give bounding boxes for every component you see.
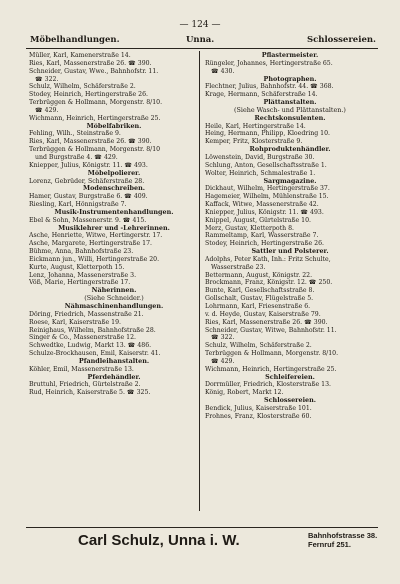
advertisement-footer	[26, 527, 378, 554]
entry-line: Müller, Karl, Kamenerstraße 14.	[29, 52, 131, 59]
entry-line: Heing, Hermann, Philipp, Kloedring 10.	[205, 130, 330, 138]
column-divider	[199, 51, 200, 511]
entry-line: Fehling, Wilh., Steinstraße 9.	[29, 130, 121, 138]
entry-continuation: und Burgstraße 4. ☎ 429.	[35, 153, 118, 161]
section-heading: Modenschreiben.	[83, 185, 145, 193]
entry-line: Ebel & Sohn, Massenerstr. 9. ☎ 415.	[29, 216, 147, 224]
entry-line: Kemper, Fritz, Klosterstraße 9.	[205, 138, 303, 146]
entry-line: Vöß, Marie, Hertingerstraße 17.	[29, 279, 131, 287]
entry-line: Rammeltamp, Karl, Wasserstraße 7.	[205, 232, 319, 240]
entry-line: Merz, Gustav, Kletterpoth 8.	[205, 224, 295, 232]
left-column	[29, 52, 199, 397]
entry-line: Kurte, August, Kletterpoth 15.	[29, 263, 125, 271]
entry-line: Bruttuhl, Friedrich, Gürtelstraße 2.	[29, 381, 141, 389]
cross-reference: (Siehe Schneider.)	[84, 295, 144, 303]
entry-line: Lorenz, Gebrüder, Schäferstraße 28.	[29, 177, 145, 185]
section-heading: Sattler und Polsterer.	[251, 248, 329, 256]
entry-line: König, Robert, Markt 12.	[205, 389, 284, 397]
section-heading: Pflastermeister.	[261, 52, 319, 59]
entry-line: Roese, Karl, Kaiserstraße 19.	[29, 318, 121, 326]
entry-line: Bühme, Anna, Bahnhofstraße 23.	[29, 248, 134, 256]
entry-line: Terbrüggen & Hollmann, Morgenstr. 8/10.	[29, 99, 163, 107]
entry-line: Adolphs, Peter Kath, Inh.: Fritz Schulte,	[205, 255, 331, 263]
advert-contact	[308, 531, 377, 549]
entry-line: Stodey, Heinrich, Hertingerstraße 26.	[205, 240, 324, 248]
entry-line: Riesling, Karl, Hönnigstraße 7.	[29, 201, 127, 209]
entry-line: Ries, Karl, Massenerstraße 26. ☎ 390.	[205, 318, 328, 326]
entry-line: Schulz, Wilhelm, Schäferstraße 2.	[29, 83, 136, 91]
entry-line: Dickhaut, Wilhelm, Hertingerstraße 37.	[205, 185, 330, 193]
running-header	[0, 35, 400, 49]
section-heading: Musiklehrer und -Lehrerinnen.	[58, 224, 170, 232]
header-rule	[26, 48, 378, 49]
entry-line: Terbrüggen & Hollmann, Morgenstr. 8/10	[29, 146, 161, 154]
section-heading: Rohproduktenhändler.	[249, 146, 331, 154]
header-right: Schlossereien.	[306, 35, 376, 45]
entry-line: Bendick, Julius, Kaiserstraße 101.	[205, 404, 312, 412]
entry-continuation: ☎ 322.	[35, 75, 59, 83]
entry-line: Brockmann, Franz, Königstr. 12. ☎ 250.	[205, 279, 333, 287]
entry-line: Singer & Co., Massenerstraße 12.	[29, 334, 137, 342]
entry-line: Flechtner, Julius, Bahnhofstr. 44. ☎ 368.	[205, 83, 334, 91]
entry-line: Knippel, August, Gürtelstraße 10.	[205, 216, 312, 224]
header-center: Unna.	[186, 35, 215, 45]
entry-line: Hagemeier, Wilhelm, Mühlenstraße 15.	[205, 193, 329, 201]
section-heading: Näherinnen.	[91, 287, 137, 295]
entry-line: Heile, Karl, Hertingerstraße 14.	[205, 122, 306, 130]
entry-line: Bunte, Karl, Gesellschaftsstraße 8.	[205, 287, 315, 295]
entry-line: Schlung, Anton, Gesellschaftsstraße 1.	[205, 161, 327, 169]
entry-line: Köhler, Emil, Massenerstraße 13.	[29, 365, 134, 373]
entry-line: Gollschalt, Gustav, Flügelstraße 5.	[205, 295, 314, 303]
entry-line: Stodey, Heinrich, Hertingerstraße 26.	[29, 91, 148, 99]
section-heading: Rechtskonsulenten.	[254, 114, 326, 122]
entry-line: Schulz, Wilhelm, Schäferstraße 2.	[205, 342, 312, 350]
entry-continuation: ☎ 430.	[211, 67, 235, 75]
entry-line: Wichmann, Heinrich, Hertingerstraße 25.	[205, 365, 337, 373]
entry-line: Rüngeler, Johannes, Hertingerstraße 65.	[205, 59, 333, 67]
entry-line: Krage, Hermann, Schäferstraße 14.	[205, 91, 318, 99]
entry-line: Kniepper, Julius, Königstr. 11. ☎ 493.	[205, 208, 324, 216]
advert-phone: Fernruf 251.	[308, 540, 351, 549]
entry-continuation: ☎ 322.	[211, 334, 235, 342]
entry-line: Eickmann jun., Willi, Hertingerstraße 20.	[29, 255, 160, 263]
entry-line: Löwenstein, David, Burgstraße 30.	[205, 153, 315, 161]
entry-line: Ries, Karl, Massenerstraße 26. ☎ 390.	[29, 59, 152, 67]
entry-continuation: Wasserstraße 23.	[211, 263, 266, 271]
entry-line: Wolter, Heinrich, Schmalestraße 1.	[205, 169, 316, 177]
entry-line: Wichmann, Heinrich, Hertingerstraße 25.	[29, 114, 161, 122]
section-heading: Möbelfabriken.	[86, 122, 142, 130]
cross-reference: (Siehe Wasch- und Plättanstalten.)	[234, 106, 346, 114]
entry-line: Lohrmann, Karl, Friesenstraße 6.	[205, 303, 311, 310]
entry-line: Schwedtke, Ludwig, Markt 13. ☎ 486.	[29, 342, 152, 350]
entry-line: Kaffack, Witwe, Massenerstraße 42.	[205, 201, 319, 209]
section-heading: Sargmagazine.	[263, 177, 317, 185]
section-heading: Plättanstalten.	[263, 99, 317, 107]
entry-continuation: ☎ 429.	[211, 357, 235, 365]
entry-line: Reinighaus, Wilhelm, Bahnhofstraße 28.	[29, 326, 156, 334]
page-number: — 124 —	[179, 20, 221, 30]
entry-line: Frohnes, Franz, Klosterstraße 60.	[205, 412, 312, 420]
entry-line: v. d. Heyde, Gustav, Kaiserstraße 79.	[205, 310, 321, 318]
right-column	[205, 52, 375, 421]
section-heading: Möbelpolierer.	[87, 169, 141, 177]
advert-address: Bahnhofstrasse 38.	[308, 531, 378, 540]
entry-line: Lenz, Johanna, Massenerstraße 3.	[29, 271, 137, 279]
entry-line: Ries, Karl, Massenerstraße 26. ☎ 390.	[29, 138, 152, 146]
section-heading: Nähmaschinenhandlungen.	[64, 303, 164, 310]
entry-continuation: ☎ 429.	[35, 106, 59, 114]
section-heading: Photographen.	[263, 75, 317, 83]
header-left: Möbelhandlungen.	[30, 35, 120, 45]
entry-line: Bettermann, August, Königstr. 22.	[205, 271, 313, 279]
entry-line: Dorrmüller, Friedrich, Klosterstraße 13.	[205, 381, 331, 389]
entry-line: Schneider, Gustav, Wwe., Bahnhofstr. 11.	[29, 67, 159, 75]
entry-line: Schulze-Brockhausen, Emil, Kaiserstr. 41.	[29, 350, 161, 358]
entry-line: Döring, Friedrich, Massenstraße 21.	[29, 310, 144, 318]
section-heading: Schlossereien.	[264, 397, 316, 405]
section-heading: Pferdehändler.	[87, 373, 141, 381]
section-heading: Schleifereien.	[265, 373, 315, 381]
advert-title: Carl Schulz, Unna i. W.	[78, 532, 240, 549]
entry-line: Schneider, Gustav, Witwe, Bahnhofstr. 11.	[205, 326, 337, 334]
entry-line: Terbrüggen & Hollmann, Morgenstr. 8/10.	[205, 350, 339, 358]
entry-line: Hamer, Gustav, Burgstraße 6. ☎ 409.	[29, 193, 148, 201]
section-heading: Musik-Instrumentenhandlungen.	[54, 208, 174, 216]
entry-line: Rud, Heinrich, Kaiserstraße 5. ☎ 325.	[29, 389, 151, 397]
entry-line: Asche, Margarete, Hertingerstraße 17.	[29, 240, 152, 248]
section-heading: Pfandleihanstalten.	[78, 357, 150, 365]
entry-line: Kniepper, Julius, Königstr. 11. ☎ 493.	[29, 161, 148, 169]
entry-line: Asche, Henriette, Witwe, Hertingerstr. 17.	[29, 232, 163, 240]
